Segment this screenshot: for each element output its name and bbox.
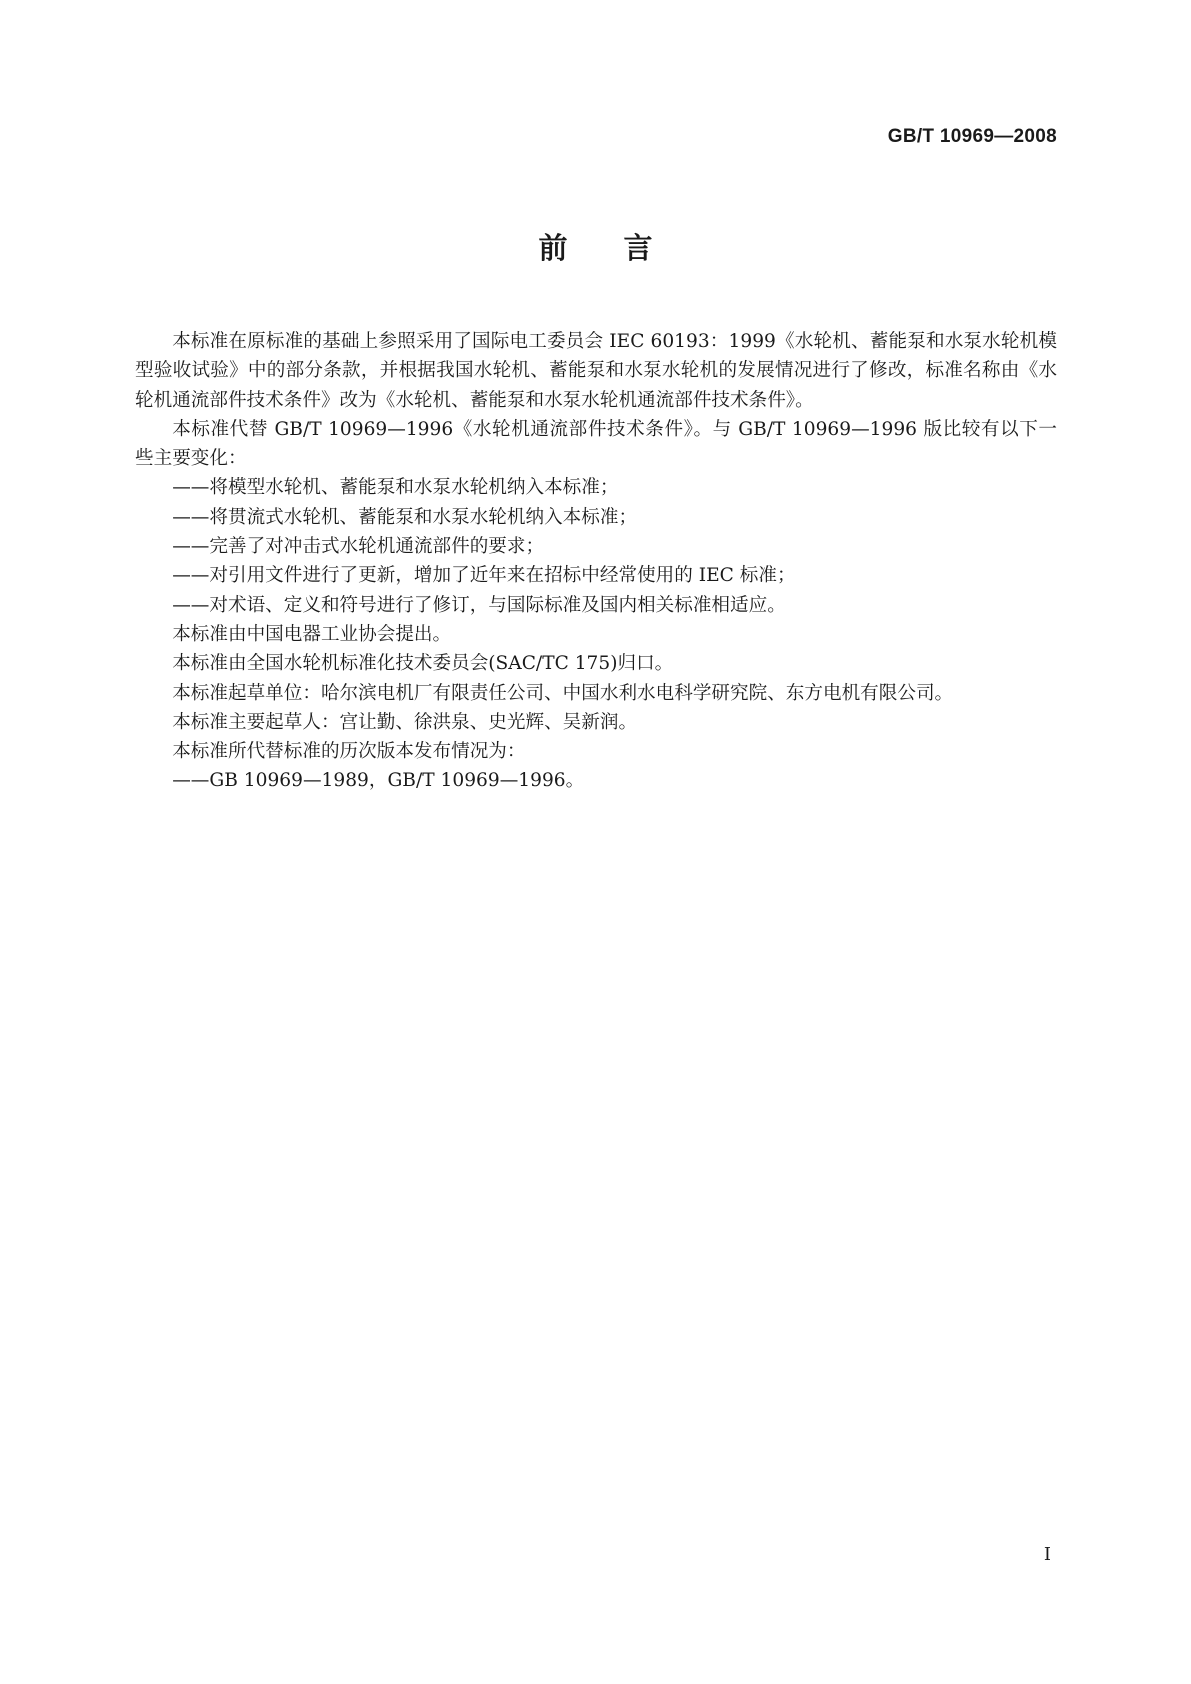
drafters-line: 本标准主要起草人：宫让勤、徐洪泉、史光辉、吴新润。 <box>172 711 638 733</box>
drafting-units-line: 本标准起草单位：哈尔滨电机厂有限责任公司、中国水利水电科学研究院、东方电机有限公司。 <box>172 682 954 704</box>
page-title: 前言 <box>538 231 709 265</box>
proposer-line: 本标准由中国电器工业协会提出。 <box>172 623 452 645</box>
foreword-body <box>135 327 1057 796</box>
intro-paragraph: 本标准在原标准的基础上参照采用了国际电工委员会 IEC 60193：1999《水轮机、蓄能泵和水泵水轮机模型验收试验》中的部分条款，并根据我国水轮机、蓄能泵和水泵水轮机的发展情况进行了修改，标准名称由《水轮机通流部件技术条件》改为《水轮机、蓄能泵和水泵水轮机通流部件技术条件》。 <box>135 331 1057 411</box>
replacement-paragraph: 本标准代替 GB/T 10969—1996《水轮机通流部件技术条件》。与 GB/T 10969—1996 版比较有以下一些主要变化： <box>135 418 1057 470</box>
change-item: ——对引用文件进行了更新，增加了近年来在招标中经常使用的 IEC 标准； <box>172 565 796 587</box>
history-item: ——GB 10969—1989，GB/T 10969—1996。 <box>172 770 585 792</box>
document-code: GB/T 10969—2008 <box>887 126 1057 147</box>
page-number: I <box>1043 1544 1051 1565</box>
committee-line: 本标准由全国水轮机标准化技术委员会(SAC/TC 175)归口。 <box>172 653 674 675</box>
change-item: ——将模型水轮机、蓄能泵和水泵水轮机纳入本标准； <box>172 477 619 499</box>
history-intro-line: 本标准所代替标准的历次版本发布情况为： <box>172 741 526 763</box>
change-item: ——将贯流式水轮机、蓄能泵和水泵水轮机纳入本标准； <box>172 506 638 528</box>
change-item: ——对术语、定义和符号进行了修订，与国际标准及国内相关标准相适应。 <box>172 594 786 616</box>
change-item: ——完善了对冲击式水轮机通流部件的要求； <box>172 536 545 558</box>
